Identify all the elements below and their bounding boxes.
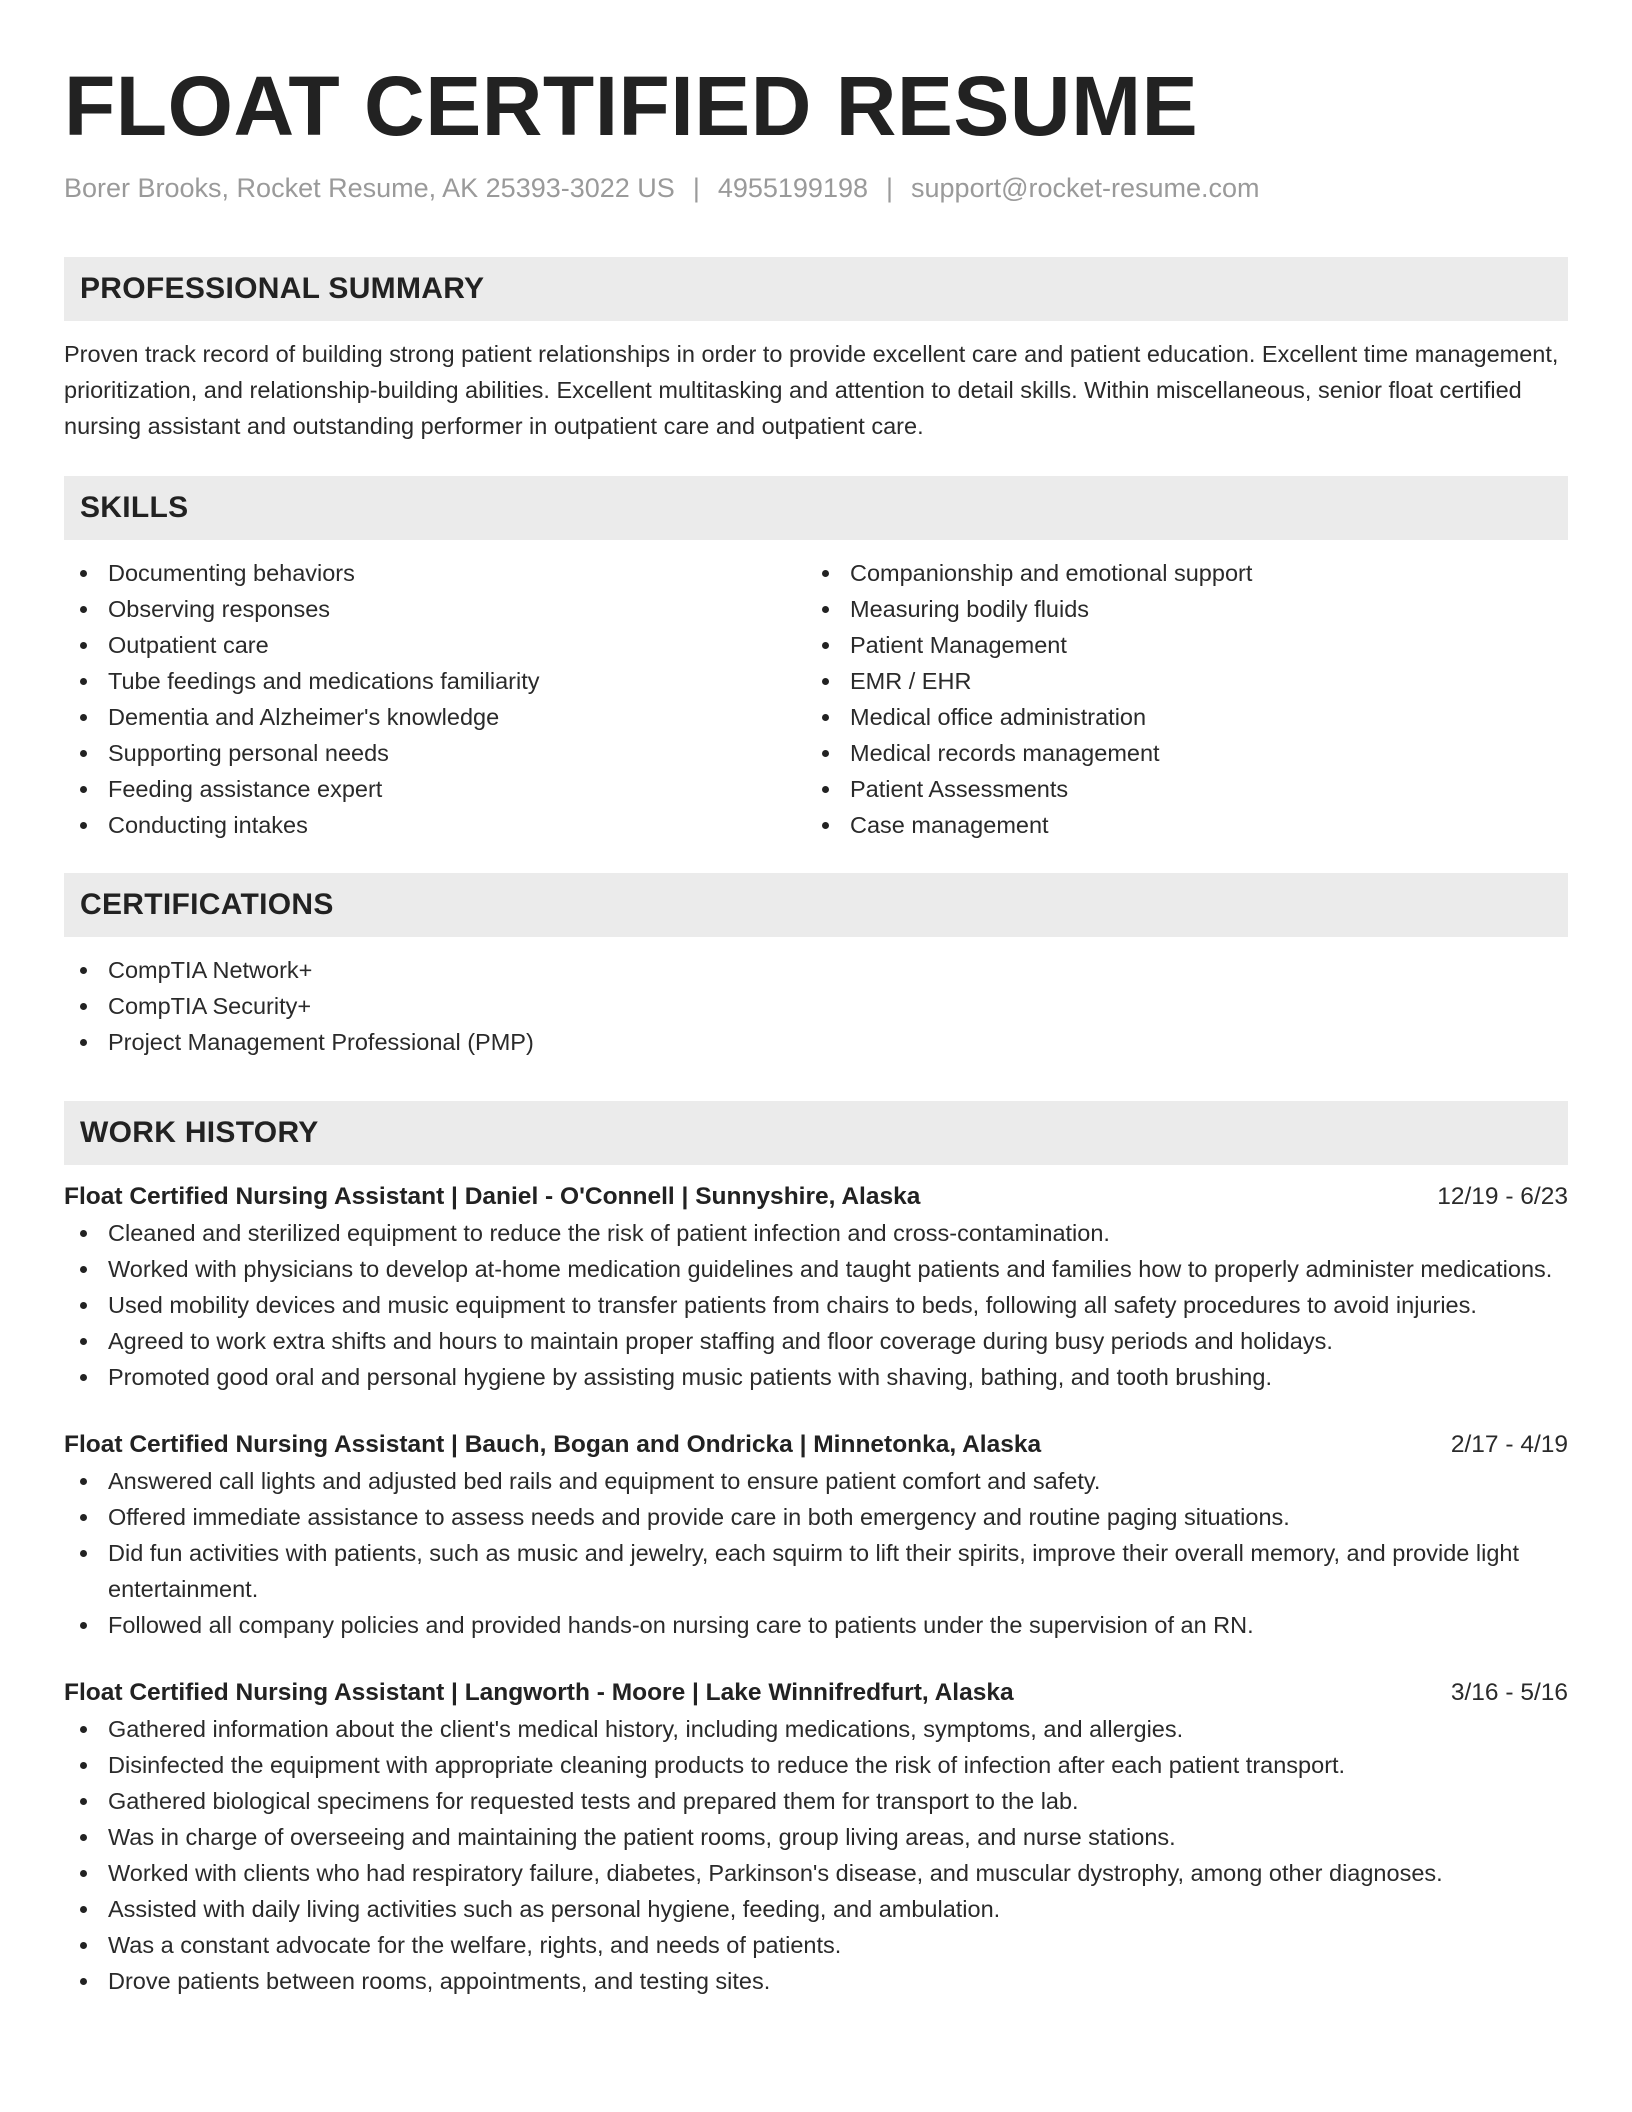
job-bullet: Disinfected the equipment with appropriate cleaning products to reduce the risk of infection after each patient transport.	[64, 1747, 1568, 1783]
job-bullets	[64, 1463, 1568, 1643]
job-title: Float Certified Nursing Assistant | Bauch, Bogan and Ondricka | Minnetonka, Alaska	[64, 1431, 1042, 1458]
skill-item: Companionship and emotional support	[806, 555, 1548, 591]
contact-email: support@rocket-resume.com	[911, 173, 1260, 203]
contact-phone: 4955199198	[717, 173, 868, 203]
skills-left-column	[64, 555, 806, 843]
job-bullet: Answered call lights and adjusted bed rails and equipment to ensure patient comfort and safety.	[64, 1463, 1568, 1499]
skill-item: Patient Assessments	[806, 771, 1548, 807]
job-bullet: Cleaned and sterilized equipment to reduce the risk of patient infection and cross-contamination.	[64, 1215, 1568, 1251]
job-bullet: Used mobility devices and music equipment to transfer patients from chairs to beds, following all safety procedures to avoid injuries.	[64, 1287, 1568, 1323]
job-dates: 12/19 - 6/23	[1437, 1183, 1568, 1210]
skill-item: Patient Management	[806, 627, 1548, 663]
skill-item: Conducting intakes	[64, 807, 806, 843]
job-bullet: Did fun activities with patients, such as music and jewelry, each squirm to lift their spirits, improve their overall memory, and provide light entertainment.	[64, 1535, 1568, 1607]
job-bullet: Gathered biological specimens for requested tests and prepared them for transport to the lab.	[64, 1783, 1568, 1819]
job-bullet: Promoted good oral and personal hygiene by assisting music patients with shaving, bathing, and tooth brushing.	[64, 1359, 1568, 1395]
job-bullet: Worked with physicians to develop at-home medication guidelines and taught patients and families how to properly administer medications.	[64, 1251, 1568, 1287]
certification-item: Project Management Professional (PMP)	[64, 1024, 1568, 1060]
skills-right-column	[806, 555, 1548, 843]
job-header	[64, 1179, 1568, 1215]
job-header	[64, 1427, 1568, 1463]
job-bullet: Followed all company policies and provided hands-on nursing care to patients under the supervision of an RN.	[64, 1607, 1568, 1643]
job-bullet: Gathered information about the client's medical history, including medications, symptoms, and allergies.	[64, 1711, 1568, 1747]
skill-item: Medical records management	[806, 735, 1548, 771]
skill-item: Observing responses	[64, 591, 806, 627]
job-bullet: Agreed to work extra shifts and hours to maintain proper staffing and floor coverage during busy periods and holidays.	[64, 1323, 1568, 1359]
job-bullets	[64, 1711, 1568, 1999]
skill-item: Outpatient care	[64, 627, 806, 663]
skill-item: Measuring bodily fluids	[806, 591, 1548, 627]
job-title: Float Certified Nursing Assistant | Daniel - O'Connell | Sunnyshire, Alaska	[64, 1183, 921, 1210]
summary-heading: PROFESSIONAL SUMMARY	[64, 257, 1568, 321]
skill-item: Supporting personal needs	[64, 735, 806, 771]
skill-item: Tube feedings and medications familiarity	[64, 663, 806, 699]
job-bullet: Was a constant advocate for the welfare, rights, and needs of patients.	[64, 1927, 1568, 1963]
resume-title: FLOAT CERTIFIED RESUME	[64, 59, 1199, 153]
job-entry	[64, 1179, 1568, 1395]
skill-item: Case management	[806, 807, 1548, 843]
job-bullet: Was in charge of overseeing and maintaining the patient rooms, group living areas, and nurse stations.	[64, 1819, 1568, 1855]
certification-item: CompTIA Security+	[64, 988, 1568, 1024]
skill-item: Medical office administration	[806, 699, 1548, 735]
skills-heading: SKILLS	[64, 476, 1568, 540]
job-entry	[64, 1427, 1568, 1643]
skill-item: EMR / EHR	[806, 663, 1548, 699]
skill-item: Documenting behaviors	[64, 555, 806, 591]
job-bullet: Worked with clients who had respiratory failure, diabetes, Parkinson's disease, and muscular dystrophy, among other diagnoses.	[64, 1855, 1568, 1891]
resume-page	[64, 0, 1568, 1999]
skill-item: Feeding assistance expert	[64, 771, 806, 807]
job-bullet: Assisted with daily living activities such as personal hygiene, feeding, and ambulation.	[64, 1891, 1568, 1927]
contact-address: Borer Brooks, Rocket Resume, AK 25393-3022 US	[64, 173, 675, 203]
skill-item: Dementia and Alzheimer's knowledge	[64, 699, 806, 735]
certifications-list	[64, 952, 1568, 1060]
job-bullets	[64, 1215, 1568, 1395]
contact-separator: |	[886, 173, 894, 203]
certifications-heading: CERTIFICATIONS	[64, 873, 1568, 937]
summary-text: Proven track record of building strong patient relationships in order to provide excellent care and patient education. Excellent time management, prioritization, and relationship-building abilities. Excellent multitasking and attention to detail skills. Within miscellaneous, senior float certified nursing assistant and outstanding performer in outpatient care and outpatient care.	[64, 341, 1559, 439]
job-title: Float Certified Nursing Assistant | Langworth - Moore | Lake Winnifredfurt, Alaska	[64, 1679, 1014, 1706]
job-dates: 3/16 - 5/16	[1450, 1679, 1568, 1706]
job-entry	[64, 1675, 1568, 1999]
job-header	[64, 1675, 1568, 1711]
job-bullet: Offered immediate assistance to assess needs and provide care in both emergency and routine paging situations.	[64, 1499, 1568, 1535]
job-bullet: Drove patients between rooms, appointments, and testing sites.	[64, 1963, 1568, 1999]
work-history-heading: WORK HISTORY	[64, 1101, 1568, 1165]
skills-grid	[64, 555, 1568, 843]
contact-separator: |	[692, 173, 700, 203]
contact-line	[64, 170, 1568, 206]
certification-item: CompTIA Network+	[64, 952, 1568, 988]
job-dates: 2/17 - 4/19	[1450, 1431, 1568, 1458]
